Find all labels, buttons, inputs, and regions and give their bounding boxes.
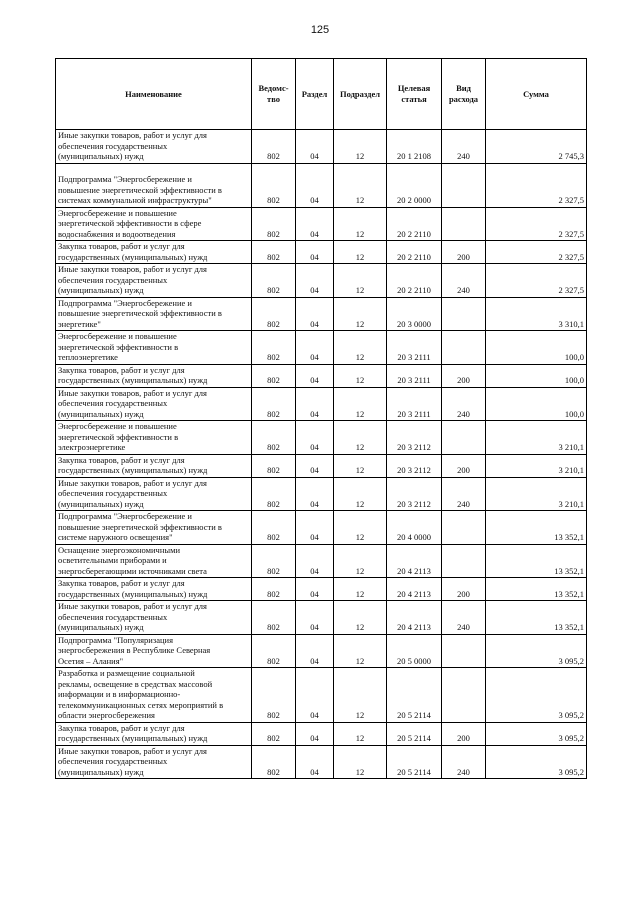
header-subsection: Подраздел (334, 59, 387, 130)
cell-name-line: Закупка товаров, работ и услуг для (58, 454, 185, 465)
table-row (56, 163, 587, 207)
table-row (56, 578, 587, 601)
header-target (387, 59, 442, 130)
cell-subsection: 12 (334, 130, 387, 164)
cell-name-line: государственных (муниципальных) нужд (58, 588, 208, 599)
cell-dept: 802 (252, 601, 296, 635)
cell-type (442, 297, 486, 331)
cell-name (56, 668, 252, 723)
cell-amount: 13 352,1 (486, 578, 587, 601)
table-row (56, 331, 587, 365)
cell-dept: 802 (252, 511, 296, 545)
cell-type: 240 (442, 745, 486, 779)
cell-subsection: 12 (334, 421, 387, 455)
cell-name-line: энергетической эффективности в (58, 431, 179, 442)
cell-subsection: 12 (334, 544, 387, 578)
cell-name-line: области энергосбережения (58, 710, 155, 720)
cell-name-line: информации и в информационно- (58, 689, 181, 699)
header-target-line2: статья (401, 94, 427, 104)
table-row (56, 241, 587, 264)
cell-subsection: 12 (334, 722, 387, 745)
cell-name-line: обеспечения государственных (58, 398, 168, 408)
cell-name-line: обеспечения государственных (58, 611, 168, 622)
cell-type: 200 (442, 241, 486, 264)
cell-name-line: (муниципальных) нужд (58, 151, 144, 161)
cell-target: 20 3 2112 (387, 477, 442, 511)
cell-amount: 2 327,5 (486, 163, 587, 207)
cell-name-line: Закупка товаров, работ и услуг для (58, 578, 185, 588)
cell-type: 200 (442, 578, 486, 601)
cell-dept: 802 (252, 668, 296, 723)
cell-subsection: 12 (334, 207, 387, 241)
cell-name-line: рекламы, освещение в средствах массовой (58, 678, 213, 689)
cell-name (56, 745, 252, 779)
table-row (56, 722, 587, 745)
cell-amount: 2 327,5 (486, 264, 587, 298)
cell-dept: 802 (252, 544, 296, 578)
cell-amount: 2 327,5 (486, 241, 587, 264)
cell-section: 04 (296, 634, 334, 668)
cell-amount: 2 327,5 (486, 207, 587, 241)
cell-name-line: (муниципальных) нужд (58, 766, 144, 777)
table-row (56, 454, 587, 477)
cell-type: 240 (442, 477, 486, 511)
cell-dept: 802 (252, 454, 296, 477)
cell-name-line: Иные закупки товаров, работ и услуг для (58, 130, 207, 140)
cell-subsection: 12 (334, 511, 387, 545)
cell-section: 04 (296, 364, 334, 387)
table-row (56, 130, 587, 164)
cell-name-line: Иные закупки товаров, работ и услуг для (58, 477, 207, 488)
header-target-line1: Целевая (397, 83, 431, 93)
cell-name (56, 544, 252, 578)
cell-target: 20 2 0000 (387, 163, 442, 207)
cell-target: 20 3 2112 (387, 454, 442, 477)
cell-name-line: государственных (муниципальных) нужд (58, 465, 208, 475)
cell-section: 04 (296, 601, 334, 635)
cell-name (56, 477, 252, 511)
cell-name-line: обеспечения государственных (58, 488, 168, 498)
table-row (56, 601, 587, 635)
cell-type: 240 (442, 130, 486, 164)
cell-name (56, 421, 252, 455)
cell-section: 04 (296, 511, 334, 545)
cell-amount: 3 210,1 (486, 454, 587, 477)
table-row (56, 477, 587, 511)
cell-name-line: Энергосбережение и повышение (58, 207, 177, 218)
cell-name-line: Оснащение энергоэкономичными (58, 544, 181, 555)
cell-type (442, 207, 486, 241)
header-dept-line1: Ведомс- (258, 83, 289, 93)
cell-type: 240 (442, 387, 486, 421)
cell-name-line: Закупка товаров, работ и услуг для (58, 364, 185, 375)
cell-section: 04 (296, 477, 334, 511)
cell-name (56, 511, 252, 545)
table-body (56, 130, 587, 779)
cell-subsection: 12 (334, 331, 387, 365)
cell-name (56, 264, 252, 298)
cell-amount: 3 095,2 (486, 668, 587, 723)
cell-name-line: государственных (муниципальных) нужд (58, 733, 208, 743)
cell-name-line: обеспечения государственных (58, 274, 168, 285)
cell-name-line: Осетия – Алания" (58, 655, 124, 666)
cell-name-line: Подпрограмма "Энергосбережение и (58, 511, 192, 521)
cell-section: 04 (296, 297, 334, 331)
cell-amount: 13 352,1 (486, 601, 587, 635)
cell-name-line: Энергосбережение и повышение (58, 331, 177, 341)
cell-name (56, 578, 252, 601)
cell-dept: 802 (252, 578, 296, 601)
cell-subsection: 12 (334, 745, 387, 779)
cell-amount: 100,0 (486, 387, 587, 421)
cell-name (56, 163, 252, 207)
cell-subsection: 12 (334, 264, 387, 298)
cell-section: 04 (296, 387, 334, 421)
cell-target: 20 5 2114 (387, 668, 442, 723)
cell-name-line: энергетической эффективности в сфере (58, 218, 202, 228)
cell-name-line: (муниципальных) нужд (58, 622, 144, 632)
cell-name-line: водоснабжения и водоотведения (58, 228, 176, 239)
cell-section: 04 (296, 421, 334, 455)
cell-target: 20 2 2110 (387, 264, 442, 298)
cell-subsection: 12 (334, 387, 387, 421)
cell-section: 04 (296, 163, 334, 207)
cell-name-line: системе наружного освещения" (58, 532, 173, 542)
cell-target: 20 3 2111 (387, 387, 442, 421)
cell-name-line: (муниципальных) нужд (58, 285, 144, 295)
table-row (56, 297, 587, 331)
cell-name-line: осветительными приборами и (58, 555, 167, 565)
cell-name-line: системах коммунальной инфраструктуры" (58, 195, 212, 205)
cell-name (56, 454, 252, 477)
cell-amount: 100,0 (486, 364, 587, 387)
cell-section: 04 (296, 207, 334, 241)
cell-name-line: Иные закупки товаров, работ и услуг для (58, 745, 207, 756)
cell-target: 20 4 2113 (387, 601, 442, 635)
cell-type (442, 544, 486, 578)
cell-subsection: 12 (334, 163, 387, 207)
cell-amount: 13 352,1 (486, 544, 587, 578)
cell-dept: 802 (252, 387, 296, 421)
table-row (56, 668, 587, 723)
cell-name-line: обеспечения государственных (58, 756, 168, 766)
cell-target: 20 3 2111 (387, 364, 442, 387)
cell-section: 04 (296, 745, 334, 779)
cell-dept: 802 (252, 331, 296, 365)
cell-type (442, 668, 486, 723)
table-row (56, 421, 587, 455)
cell-name (56, 722, 252, 745)
cell-name-line: (муниципальных) нужд (58, 498, 144, 509)
cell-subsection: 12 (334, 601, 387, 635)
cell-name-line: Иные закупки товаров, работ и услуг для (58, 264, 207, 274)
cell-section: 04 (296, 668, 334, 723)
cell-section: 04 (296, 241, 334, 264)
cell-dept: 802 (252, 421, 296, 455)
table-row (56, 511, 587, 545)
cell-target: 20 1 2108 (387, 130, 442, 164)
cell-section: 04 (296, 331, 334, 365)
cell-amount: 100,0 (486, 331, 587, 365)
cell-name-line: повышение энергетической эффективности в (58, 308, 222, 318)
cell-type (442, 331, 486, 365)
cell-dept: 802 (252, 130, 296, 164)
cell-name-line: повышение энергетической эффективности в (58, 184, 222, 195)
cell-name-line: (муниципальных) нужд (58, 408, 144, 419)
cell-name (56, 207, 252, 241)
cell-subsection: 12 (334, 297, 387, 331)
cell-dept: 802 (252, 297, 296, 331)
cell-name-line: Энергосбережение и повышение (58, 421, 177, 431)
cell-amount: 3 095,2 (486, 722, 587, 745)
cell-amount: 3 095,2 (486, 634, 587, 668)
cell-subsection: 12 (334, 634, 387, 668)
cell-type (442, 421, 486, 455)
table-row (56, 634, 587, 668)
header-name: Наименование (56, 59, 252, 130)
cell-name (56, 634, 252, 668)
cell-section: 04 (296, 578, 334, 601)
cell-dept: 802 (252, 477, 296, 511)
table-row (56, 745, 587, 779)
header-section: Раздел (296, 59, 334, 130)
cell-section: 04 (296, 264, 334, 298)
cell-section: 04 (296, 130, 334, 164)
cell-type: 200 (442, 722, 486, 745)
budget-table (55, 58, 587, 779)
cell-name-line: Разработка и размещение социальной (58, 668, 195, 678)
cell-name-line: энергосберегающими источниками света (58, 565, 207, 576)
cell-name-line: Подпрограмма "Энергосбережение и (58, 297, 192, 308)
cell-name-line: Подпрограмма "Популяризация (58, 634, 173, 645)
table-row (56, 364, 587, 387)
table-row (56, 264, 587, 298)
cell-name (56, 297, 252, 331)
cell-amount: 3 210,1 (486, 421, 587, 455)
table-row (56, 544, 587, 578)
cell-name-line: теплоэнергетике (58, 352, 118, 362)
cell-name-line (58, 164, 60, 174)
cell-name-line: Закупка товаров, работ и услуг для (58, 241, 185, 251)
cell-section: 04 (296, 544, 334, 578)
cell-type (442, 163, 486, 207)
cell-type: 200 (442, 454, 486, 477)
cell-target: 20 5 2114 (387, 722, 442, 745)
header-dept-line2: тво (267, 94, 280, 104)
cell-name (56, 364, 252, 387)
cell-name-line: Закупка товаров, работ и услуг для (58, 722, 185, 733)
cell-name (56, 387, 252, 421)
cell-type: 200 (442, 364, 486, 387)
cell-name-line: энергосбережения в Республике Северная (58, 645, 211, 655)
cell-name-line: повышение энергетической эффективности в (58, 521, 222, 532)
cell-dept: 802 (252, 264, 296, 298)
cell-subsection: 12 (334, 477, 387, 511)
table-header-row (56, 59, 587, 130)
cell-name-line: государственных (муниципальных) нужд (58, 251, 208, 262)
cell-name-line: телекоммуникационных сетях мероприятий в (58, 699, 224, 710)
cell-subsection: 12 (334, 668, 387, 723)
page-number: 125 (310, 24, 330, 36)
cell-name-line: Подпрограмма "Энергосбережение и (58, 174, 192, 184)
cell-target: 20 4 2113 (387, 578, 442, 601)
cell-dept: 802 (252, 745, 296, 779)
cell-type (442, 634, 486, 668)
cell-name-line: государственных (муниципальных) нужд (58, 375, 208, 385)
table-row (56, 387, 587, 421)
cell-name-line: электроэнергетике (58, 442, 126, 452)
header-type-line1: Вид (456, 83, 471, 93)
cell-section: 04 (296, 454, 334, 477)
cell-subsection: 12 (334, 364, 387, 387)
cell-dept: 802 (252, 163, 296, 207)
cell-dept: 802 (252, 241, 296, 264)
cell-target: 20 3 0000 (387, 297, 442, 331)
header-dept (252, 59, 296, 130)
cell-name-line: Иные закупки товаров, работ и услуг для (58, 601, 207, 611)
header-type-line2: расхода (448, 94, 479, 104)
cell-name (56, 130, 252, 164)
cell-dept: 802 (252, 364, 296, 387)
cell-name (56, 601, 252, 635)
cell-amount: 3 310,1 (486, 297, 587, 331)
header-type (442, 59, 486, 130)
cell-type: 240 (442, 264, 486, 298)
cell-subsection: 12 (334, 578, 387, 601)
table-row (56, 207, 587, 241)
cell-target: 20 5 0000 (387, 634, 442, 668)
cell-name (56, 331, 252, 365)
cell-target: 20 2 2110 (387, 241, 442, 264)
cell-name (56, 241, 252, 264)
cell-section: 04 (296, 722, 334, 745)
cell-name-line: обеспечения государственных (58, 140, 168, 151)
cell-target: 20 4 0000 (387, 511, 442, 545)
cell-dept: 802 (252, 207, 296, 241)
cell-name-line: энергетике" (58, 318, 101, 329)
cell-target: 20 2 2110 (387, 207, 442, 241)
cell-name-line: энергетической эффективности в (58, 341, 179, 352)
cell-amount: 3 210,1 (486, 477, 587, 511)
cell-subsection: 12 (334, 241, 387, 264)
cell-target: 20 3 2111 (387, 331, 442, 365)
cell-target: 20 3 2112 (387, 421, 442, 455)
cell-name-line: Иные закупки товаров, работ и услуг для (58, 387, 207, 398)
cell-target: 20 5 2114 (387, 745, 442, 779)
cell-amount: 3 095,2 (486, 745, 587, 779)
cell-amount: 2 745,3 (486, 130, 587, 164)
cell-type (442, 511, 486, 545)
cell-type: 240 (442, 601, 486, 635)
header-amount: Сумма (486, 59, 587, 130)
cell-amount: 13 352,1 (486, 511, 587, 545)
cell-dept: 802 (252, 634, 296, 668)
cell-dept: 802 (252, 722, 296, 745)
cell-subsection: 12 (334, 454, 387, 477)
cell-target: 20 4 2113 (387, 544, 442, 578)
